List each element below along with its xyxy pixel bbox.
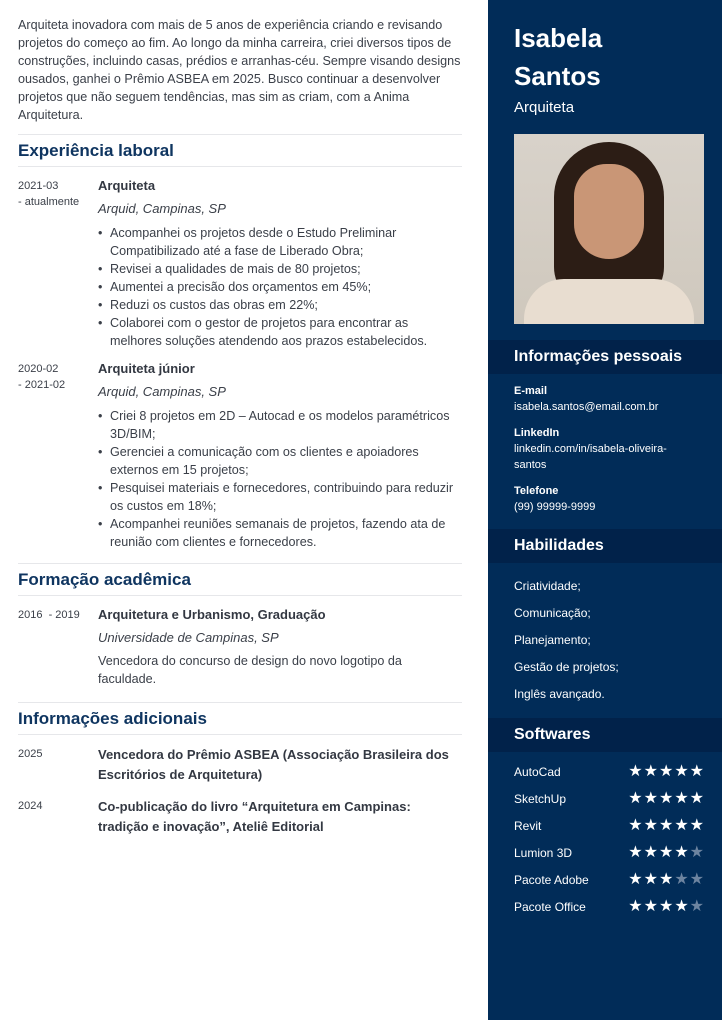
experience-entry (18, 177, 462, 350)
star-filled-icon: ★ (658, 789, 674, 807)
star-filled-icon: ★ (658, 870, 674, 888)
experience-section (18, 134, 462, 551)
last-name: Santos (514, 61, 601, 91)
software-row (514, 785, 704, 812)
candidate-name (514, 0, 722, 95)
achievement-item: • Reduzi os custos das obras em 22%; (98, 296, 462, 314)
achievement-item: • Colaborei com o gestor de projetos para encontrar as melhores soluções atendendo aos prazos estabelecidos. (98, 314, 462, 350)
entry-body (98, 745, 462, 785)
phone-label: Telefone (514, 485, 559, 497)
email-label: E-mail (514, 385, 548, 397)
star-filled-icon: ★ (628, 762, 643, 780)
job-role: Arquiteta (98, 178, 156, 193)
company: Arquid, Campinas, SP (98, 201, 226, 216)
phone-value[interactable]: (99) 99999-9999 (514, 501, 596, 513)
software-name: AutoCad (514, 764, 561, 779)
education-section (18, 563, 462, 688)
education-entry (18, 606, 462, 688)
star-filled-icon: ★ (689, 789, 704, 807)
entry-date (18, 177, 98, 350)
achievement-list (98, 224, 462, 350)
company: Arquid, Campinas, SP (98, 384, 226, 399)
sidebar (488, 0, 722, 1020)
star-filled-icon: ★ (658, 897, 674, 915)
star-filled-icon: ★ (674, 897, 689, 915)
entry-body (98, 177, 462, 350)
entry-date: 2025 (18, 748, 43, 760)
sidebar-header (488, 0, 722, 324)
entry-body (98, 360, 462, 551)
linkedin-label: LinkedIn (514, 427, 560, 439)
linkedin-value[interactable]: linkedin.com/in/isabela-oliveira-santos (514, 443, 667, 471)
star-filled-icon: ★ (689, 762, 704, 780)
rating-stars (628, 791, 704, 807)
skill-item: Criatividade; (514, 579, 581, 593)
job-role: Arquiteta júnior (98, 361, 195, 376)
achievement-item: • Acompanhei reuniões semanais de projetos, fazendo ata de reunião com clientes e fornecedores. (98, 515, 462, 551)
software-row (514, 812, 704, 839)
job-title: Arquiteta (514, 99, 575, 116)
experience-entry (18, 360, 462, 551)
star-filled-icon: ★ (674, 762, 689, 780)
star-filled-icon: ★ (643, 843, 658, 861)
skill-item: Planejamento; (514, 633, 591, 647)
education-title: Formação acadêmica (18, 570, 191, 589)
rating-stars (628, 845, 704, 861)
achievement-item: • Aumentei a precisão dos orçamentos em 45%; (98, 278, 462, 296)
star-filled-icon: ★ (643, 789, 658, 807)
date-end: - 2021-02 (18, 379, 66, 391)
additional-section (18, 702, 462, 837)
entry-date: 2024 (18, 800, 43, 812)
main-column (18, 16, 462, 849)
star-filled-icon: ★ (674, 816, 689, 834)
star-empty-icon: ★ (674, 870, 689, 888)
software-row (514, 866, 704, 893)
photo-shirt-shape (524, 279, 694, 324)
achievement-item: • Acompanhei os projetos desde o Estudo Preliminar Compatibilizado até a fase de Liberado Obra; (98, 224, 462, 260)
date-end: - atualmente (18, 196, 80, 208)
star-filled-icon: ★ (658, 816, 674, 834)
software-name: Lumion 3D (514, 845, 573, 860)
star-empty-icon: ★ (689, 843, 704, 861)
softwares-header: Softwares (488, 718, 722, 752)
software-name: SketchUp (514, 791, 567, 806)
date-start: 2020-02 (18, 363, 59, 375)
software-row (514, 893, 704, 920)
entry-date (18, 360, 98, 551)
software-row (514, 839, 704, 866)
profile-photo (514, 134, 704, 324)
star-empty-icon: ★ (689, 870, 704, 888)
rating-stars (628, 764, 704, 780)
additional-entry (18, 797, 462, 837)
date-start: 2021-03 (18, 180, 59, 192)
star-filled-icon: ★ (628, 789, 643, 807)
email-value[interactable]: isabela.santos@email.com.br (514, 401, 659, 413)
rating-stars (628, 872, 704, 888)
personal-info (488, 374, 722, 515)
software-name: Revit (514, 818, 542, 833)
skills-list (488, 563, 722, 708)
star-filled-icon: ★ (643, 816, 658, 834)
achievement-item: • Gerenciei a comunicação com os clientes e apoiadores externos em 15 projetos; (98, 443, 462, 479)
achievement-list (98, 407, 462, 551)
star-filled-icon: ★ (674, 789, 689, 807)
date-range: 2016 - 2019 (18, 609, 80, 621)
star-filled-icon: ★ (628, 843, 643, 861)
software-name: Pacote Adobe (514, 872, 589, 887)
section-header (18, 702, 462, 735)
skill-item: Inglês avançado. (514, 687, 605, 701)
skill-item: Comunicação; (514, 606, 591, 620)
star-filled-icon: ★ (643, 897, 658, 915)
entry-date (18, 606, 98, 688)
entry-body (98, 606, 462, 688)
software-name: Pacote Office (514, 899, 586, 914)
star-filled-icon: ★ (674, 843, 689, 861)
photo-face-shape (574, 164, 644, 259)
experience-title: Experiência laboral (18, 141, 174, 160)
star-filled-icon: ★ (643, 870, 658, 888)
achievement-item: • Pesquisei materiais e fornecedores, contribuindo para reduzir os custos em 18%; (98, 479, 462, 515)
section-header (18, 134, 462, 167)
degree: Arquitetura e Urbanismo, Graduação (98, 607, 326, 622)
school: Universidade de Campinas, SP (98, 630, 279, 645)
star-filled-icon: ★ (628, 870, 643, 888)
section-header (18, 563, 462, 596)
personal-info-header: Informações pessoais (488, 340, 722, 374)
entry-body (98, 797, 462, 837)
additional-title: Informações adicionais (18, 709, 207, 728)
star-filled-icon: ★ (658, 843, 674, 861)
star-filled-icon: ★ (658, 762, 674, 780)
additional-text: Vencedora do Prêmio ASBEA (Associação Brasileira dos Escritórios de Arquitetura) (98, 747, 449, 782)
softwares-list (488, 752, 722, 920)
education-description: Vencedora do concurso de design do novo logotipo da faculdade. (98, 654, 402, 686)
additional-text: Co-publicação do livro “Arquitetura em Campinas: tradição e inovação”, Ateliê Editorial (98, 799, 411, 834)
rating-stars (628, 818, 704, 834)
skill-item: Gestão de projetos; (514, 660, 619, 674)
star-empty-icon: ★ (689, 897, 704, 915)
rating-stars (628, 899, 704, 915)
first-name: Isabela (514, 23, 603, 53)
software-row (514, 758, 704, 785)
star-filled-icon: ★ (643, 762, 658, 780)
star-filled-icon: ★ (689, 816, 704, 834)
achievement-item: • Criei 8 projetos em 2D – Autocad e os modelos paramétricos 3D/BIM; (98, 407, 462, 443)
star-filled-icon: ★ (628, 816, 643, 834)
profile-summary: Arquiteta inovadora com mais de 5 anos de experiência criando e revisando projetos do começo ao fim. Ao longo da minha carreira, criei diversos tipos de construções, incluindo casas, prédios e arranhas-céu. Sempre visando designs ousados, ganhei o Prêmio ASBEA em 2025. Busco continuar a desenvolver projetos que não seguem tendências, mas sim as criam, com a Anima Arquitetura. (18, 18, 461, 122)
achievement-item: • Revisei a qualidades de mais de 80 projetos; (98, 260, 462, 278)
skills-header: Habilidades (488, 529, 722, 563)
additional-entry (18, 745, 462, 785)
star-filled-icon: ★ (628, 897, 643, 915)
